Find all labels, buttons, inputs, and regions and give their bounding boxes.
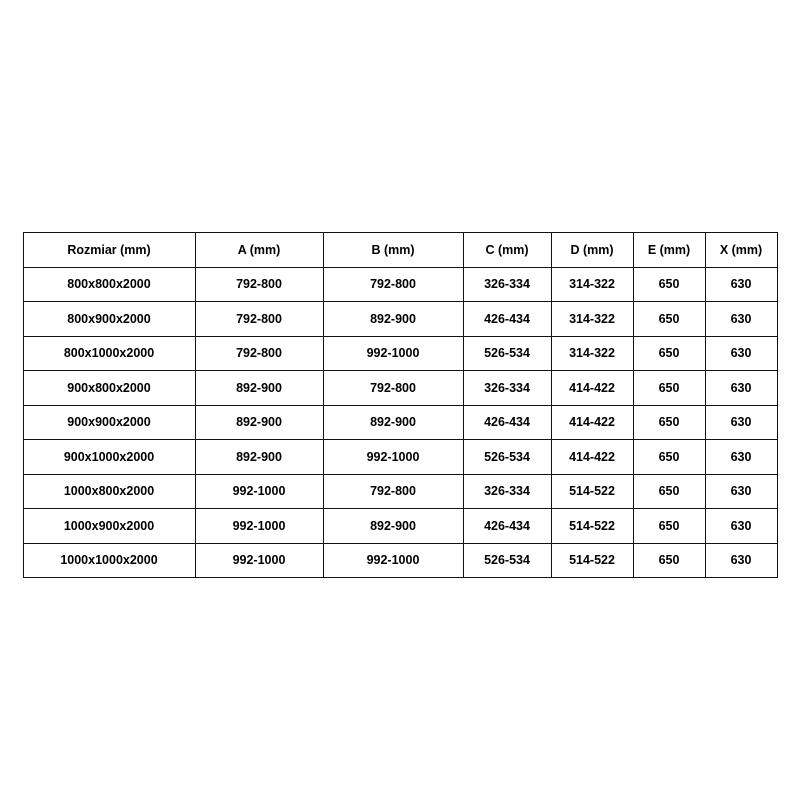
cell-e: 650 bbox=[633, 336, 705, 371]
cell-c: 426-434 bbox=[463, 405, 551, 440]
cell-a: 792-800 bbox=[195, 267, 323, 302]
table-row bbox=[23, 267, 777, 302]
cell-size: 800x800x2000 bbox=[23, 267, 195, 302]
cell-b: 892-900 bbox=[323, 302, 463, 337]
table-row bbox=[23, 405, 777, 440]
column-header-d: D (mm) bbox=[551, 233, 633, 268]
table-row bbox=[23, 302, 777, 337]
cell-c: 326-334 bbox=[463, 267, 551, 302]
cell-x: 630 bbox=[705, 440, 777, 475]
cell-d: 314-322 bbox=[551, 336, 633, 371]
cell-c: 426-434 bbox=[463, 302, 551, 337]
cell-d: 314-322 bbox=[551, 302, 633, 337]
cell-a: 892-900 bbox=[195, 371, 323, 406]
cell-x: 630 bbox=[705, 302, 777, 337]
cell-size: 800x1000x2000 bbox=[23, 336, 195, 371]
cell-a: 992-1000 bbox=[195, 474, 323, 509]
cell-c: 526-534 bbox=[463, 543, 551, 578]
cell-x: 630 bbox=[705, 543, 777, 578]
cell-a: 892-900 bbox=[195, 440, 323, 475]
cell-e: 650 bbox=[633, 405, 705, 440]
cell-d: 414-422 bbox=[551, 440, 633, 475]
cell-b: 892-900 bbox=[323, 405, 463, 440]
column-header-b: B (mm) bbox=[323, 233, 463, 268]
table-header-row bbox=[23, 233, 777, 268]
cell-size: 1000x800x2000 bbox=[23, 474, 195, 509]
table-header bbox=[23, 233, 777, 268]
column-header-x: X (mm) bbox=[705, 233, 777, 268]
cell-x: 630 bbox=[705, 371, 777, 406]
cell-e: 650 bbox=[633, 302, 705, 337]
table-row bbox=[23, 440, 777, 475]
cell-a: 992-1000 bbox=[195, 509, 323, 544]
cell-size: 1000x900x2000 bbox=[23, 509, 195, 544]
cell-a: 992-1000 bbox=[195, 543, 323, 578]
cell-x: 630 bbox=[705, 509, 777, 544]
table-row bbox=[23, 474, 777, 509]
cell-e: 650 bbox=[633, 474, 705, 509]
column-header-c: C (mm) bbox=[463, 233, 551, 268]
column-header-a: A (mm) bbox=[195, 233, 323, 268]
column-header-rozmiar: Rozmiar (mm) bbox=[23, 233, 195, 268]
cell-e: 650 bbox=[633, 440, 705, 475]
cell-e: 650 bbox=[633, 509, 705, 544]
table-row bbox=[23, 371, 777, 406]
cell-a: 792-800 bbox=[195, 336, 323, 371]
column-header-e: E (mm) bbox=[633, 233, 705, 268]
cell-b: 992-1000 bbox=[323, 336, 463, 371]
cell-d: 514-522 bbox=[551, 543, 633, 578]
cell-a: 792-800 bbox=[195, 302, 323, 337]
cell-size: 900x1000x2000 bbox=[23, 440, 195, 475]
cell-size: 900x800x2000 bbox=[23, 371, 195, 406]
cell-b: 792-800 bbox=[323, 474, 463, 509]
cell-x: 630 bbox=[705, 336, 777, 371]
table-row bbox=[23, 509, 777, 544]
table-row bbox=[23, 543, 777, 578]
cell-d: 314-322 bbox=[551, 267, 633, 302]
cell-size: 900x900x2000 bbox=[23, 405, 195, 440]
cell-d: 514-522 bbox=[551, 509, 633, 544]
cell-d: 414-422 bbox=[551, 405, 633, 440]
cell-b: 792-800 bbox=[323, 371, 463, 406]
size-specification-table bbox=[23, 232, 778, 578]
cell-c: 526-534 bbox=[463, 336, 551, 371]
cell-e: 650 bbox=[633, 371, 705, 406]
cell-e: 650 bbox=[633, 267, 705, 302]
table-row bbox=[23, 336, 777, 371]
table-body bbox=[23, 267, 777, 578]
cell-c: 326-334 bbox=[463, 371, 551, 406]
cell-b: 792-800 bbox=[323, 267, 463, 302]
cell-c: 526-534 bbox=[463, 440, 551, 475]
cell-d: 414-422 bbox=[551, 371, 633, 406]
cell-size: 1000x1000x2000 bbox=[23, 543, 195, 578]
cell-a: 892-900 bbox=[195, 405, 323, 440]
cell-x: 630 bbox=[705, 474, 777, 509]
cell-size: 800x900x2000 bbox=[23, 302, 195, 337]
cell-x: 630 bbox=[705, 405, 777, 440]
cell-d: 514-522 bbox=[551, 474, 633, 509]
cell-c: 426-434 bbox=[463, 509, 551, 544]
cell-c: 326-334 bbox=[463, 474, 551, 509]
cell-b: 992-1000 bbox=[323, 440, 463, 475]
cell-b: 892-900 bbox=[323, 509, 463, 544]
cell-b: 992-1000 bbox=[323, 543, 463, 578]
cell-e: 650 bbox=[633, 543, 705, 578]
cell-x: 630 bbox=[705, 267, 777, 302]
